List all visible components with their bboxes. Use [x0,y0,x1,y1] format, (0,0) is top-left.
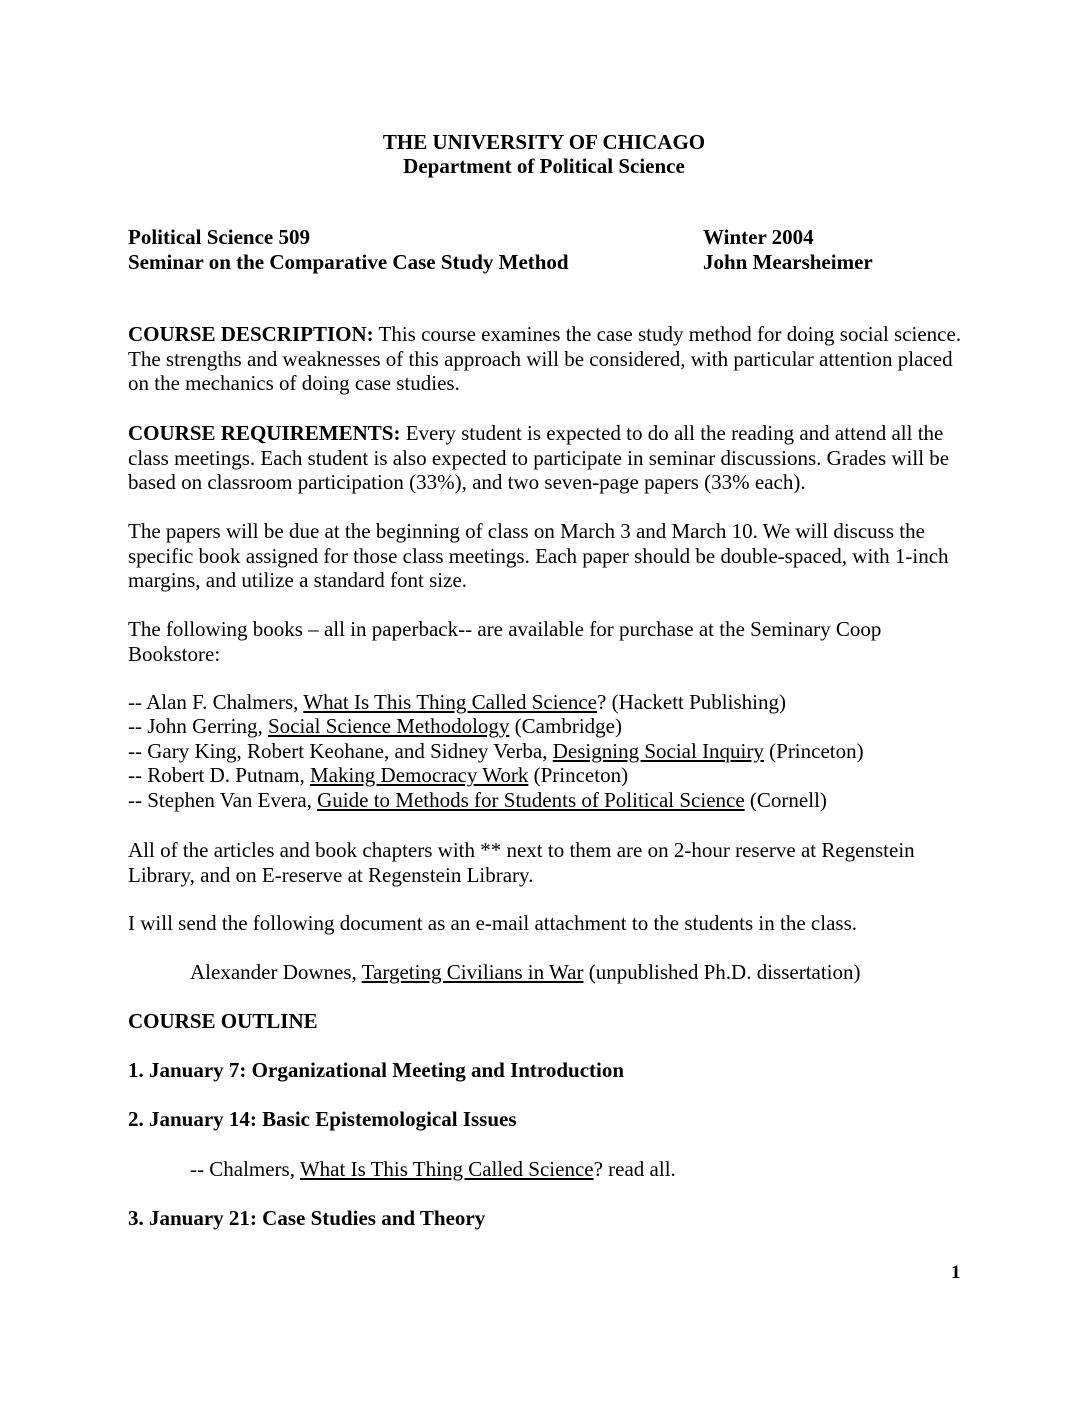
course-description [128,322,968,396]
papers-paragraph: The papers will be due at the beginning of class on March 3 and March 10. We will discuss the specific book assigned for those class meetings. Each paper should be double-spaced, with 1-inch margins, and utilize a standard font size. [128,519,949,592]
book-list-item: -- Gary King, Robert Keohane, and Sidney Verba, Designing Social Inquiry (Princeton) [128,739,864,763]
course-description-text: This course examines the case study method for doing social science. The strengths and weaknesses of this approach will be considered, with particular attention placed on the mechanics of doing case studies. [128,322,962,395]
email-document: Alexander Downes, Targeting Civilians in War (unpublished Ph.D. dissertation) [190,960,861,984]
course-requirements [128,421,968,495]
course-requirements-text: Every student is expected to do all the reading and attend all the class meetings. Each student is also expected to participate in seminar discussions. Grades will be based on classroom participation (33%), and two seven-page papers (33% each). [128,421,950,494]
course-requirements-label: COURSE REQUIREMENTS: [128,421,401,445]
university-name: THE UNIVERSITY OF CHICAGO [382,130,706,154]
book-list-item: -- Stephen Van Evera, Guide to Methods for Students of Political Science (Cornell) [128,788,827,812]
book-title: Guide to Methods for Students of Political Science [317,788,745,812]
outline-item-2-reading: -- Chalmers, What Is This Thing Called Science? read all. [190,1157,676,1181]
book-list-item: -- John Gerring, Social Science Methodology (Cambridge) [128,714,622,738]
book-list-item: -- Robert D. Putnam, Making Democracy Work (Princeton) [128,763,629,787]
outline-item-3: 3. January 21: Case Studies and Theory [128,1206,486,1230]
course-description-label: COURSE DESCRIPTION: [128,322,374,346]
book-title: What Is This Thing Called Science [303,690,597,714]
book-title: Making Democracy Work [309,763,529,787]
course-instructor: John Mearsheimer [703,250,873,274]
course-outline-heading: COURSE OUTLINE [128,1009,318,1033]
book-title: Social Science Methodology [267,714,510,738]
reading-title: What Is This Thing Called Science [299,1157,594,1181]
reserve-paragraph: All of the articles and book chapters with ** next to them are on 2-hour reserve at Regenstein Library, and on E-reserve at Regenstein Library. [128,838,915,887]
page-number: 1 [951,1262,961,1283]
books-intro: The following books – all in paperback-- are available for purchase at the Seminary Coop Bookstore: [128,617,882,666]
course-title: Seminar on the Comparative Case Study Method [128,250,569,274]
book-title: Designing Social Inquiry [552,739,764,763]
course-term: Winter 2004 [703,225,814,249]
department-name: Department of Political Science [403,154,685,178]
course-number: Political Science 509 [128,225,310,249]
outline-item-1: 1. January 7: Organizational Meeting and Introduction [128,1058,625,1082]
email-paragraph: I will send the following document as an e-mail attachment to the students in the class. [128,911,857,935]
outline-item-2: 2. January 14: Basic Epistemological Issues [128,1107,517,1131]
document-title: Targeting Civilians in War [361,960,584,984]
book-list-item: -- Alan F. Chalmers, What Is This Thing Called Science? (Hackett Publishing) [128,690,786,714]
